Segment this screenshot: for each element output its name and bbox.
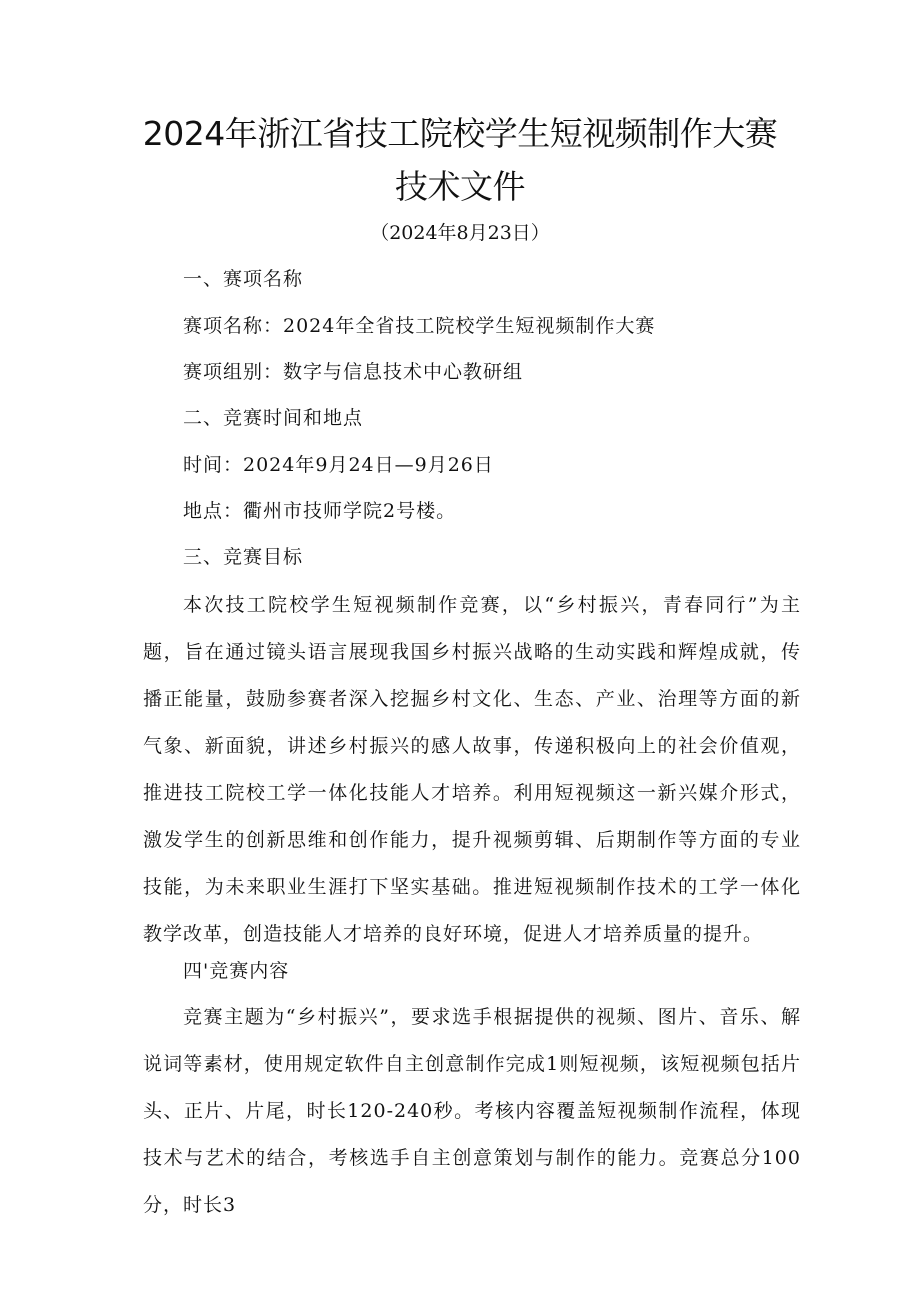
section1-heading: 一、赛项名称 xyxy=(183,268,304,290)
document-date: （2024年8月23日） xyxy=(370,222,550,244)
section4-paragraph: 竞赛主题为“乡村振兴”，要求选手根据提供的视频、图片、音乐、解说词等素材，使用规定软件自主创意制作完成1则短视频，该短视频包括片头、正片、片尾，时长120-240秒。考核内容覆盖短视频制作流程，体现技术与艺术的结合，考核选手自主创意策划与制作的能力。竞赛总分100分，时长3 xyxy=(143,1006,801,1216)
document-title-line1: 2024年浙江省技工院校学生短视频制作大赛 xyxy=(142,114,778,153)
time-line: 时间：2024年9月24日—9月26日 xyxy=(183,454,494,476)
event-name-line: 赛项名称：2024年全省技工院校学生短视频制作大赛 xyxy=(183,315,656,337)
section3-paragraph: 本次技工院校学生短视频制作竞赛，以“乡村振兴，青春同行”为主题，旨在通过镜头语言展现我国乡村振兴战略的生动实践和辉煌成就，传播正能量，鼓励参赛者深入挖掘乡村文化、生态、产业、治理等方面的新气象、新面貌，讲述乡村振兴的感人故事，传递积极向上的社会价值观，推进技工院校工学一体化技能人才培养。利用短视频这一新兴媒介形式，激发学生的创新思维和创作能力，提升视频剪辑、后期制作等方面的专业技能，为未来职业生涯打下坚实基础。推进短视频制作技术的工学一体化教学改革，创造技能人才培养的良好环境，促进人才培养质量的提升。 xyxy=(143,594,801,945)
section2-heading: 二、竞赛时间和地点 xyxy=(183,407,364,429)
event-group-line: 赛项组别：数字与信息技术中心教研组 xyxy=(183,361,524,383)
document-title-line2: 技术文件 xyxy=(395,167,525,206)
section3-heading: 三、竞赛目标 xyxy=(183,546,304,568)
location-line: 地点：衢州市技师学院2号楼。 xyxy=(183,500,457,522)
section4-heading: 四'竞赛内容 xyxy=(183,960,290,982)
